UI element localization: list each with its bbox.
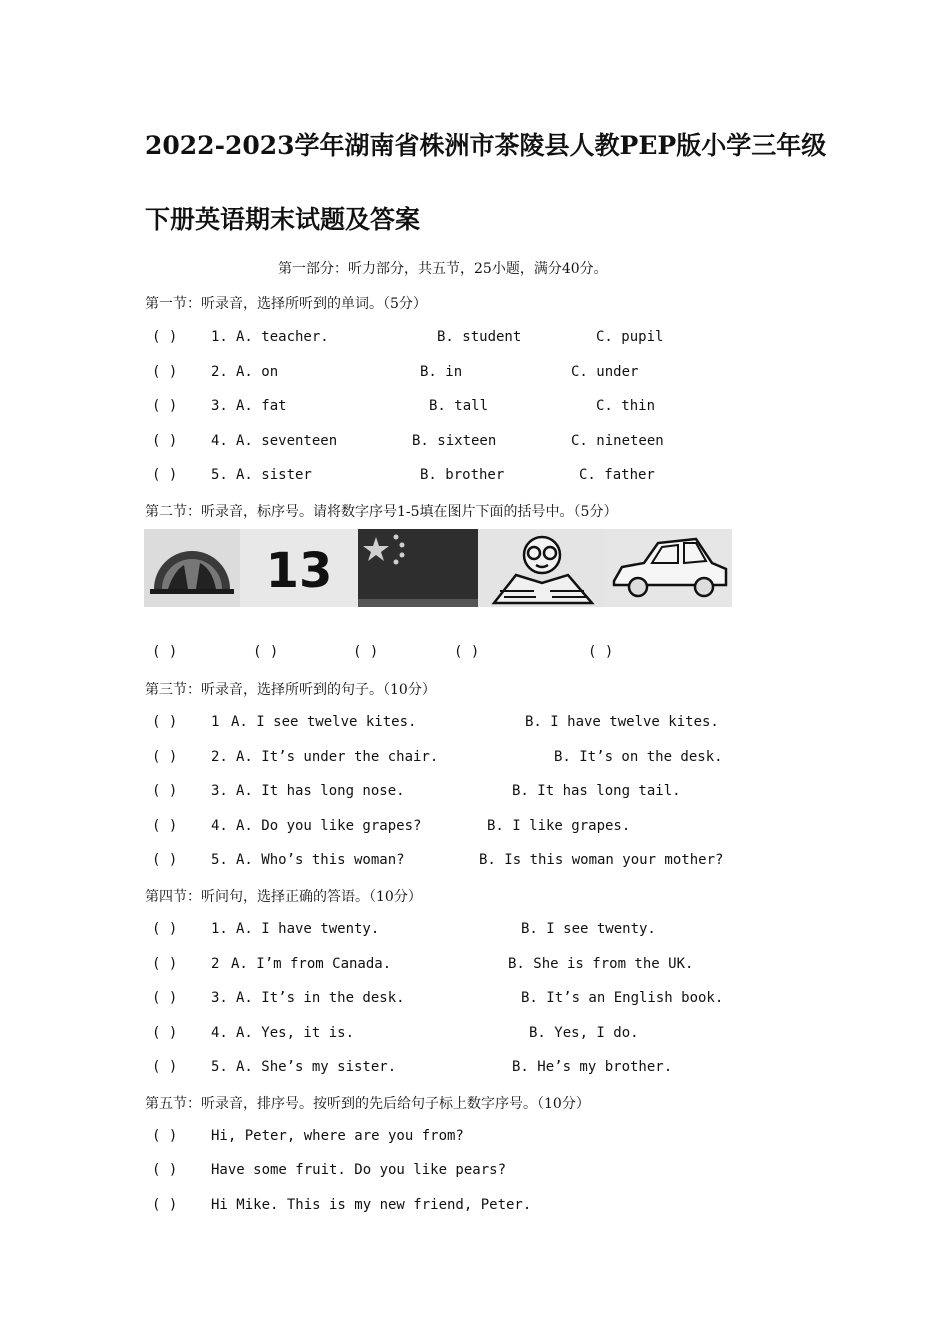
option-b: B. Is this woman your mother? — [479, 852, 724, 868]
picture-answer-blanks — [145, 644, 665, 664]
item-number: 3. — [211, 783, 228, 799]
answer-blank[interactable]: ( ) — [152, 1059, 178, 1075]
section5-item — [145, 1197, 785, 1217]
answer-blank[interactable]: ( ) — [152, 749, 178, 765]
item-number: 2. — [211, 749, 228, 765]
flag-picture — [358, 529, 478, 607]
section3-item — [145, 818, 785, 838]
option-c: C. thin — [596, 398, 656, 414]
answer-blank[interactable]: ( ) — [152, 644, 178, 660]
answer-blank[interactable]: ( ) — [353, 644, 379, 660]
option-a: A. I’m from Canada. — [231, 956, 392, 972]
answer-blank[interactable]: ( ) — [152, 364, 178, 380]
option-a: A. Yes, it is. — [236, 1025, 355, 1041]
man-reading-picture — [478, 529, 606, 607]
section5-item — [145, 1128, 785, 1148]
option-a: A. teacher. — [236, 329, 329, 345]
section4-item — [145, 956, 785, 976]
document-title-line1: 2022-2023学年湖南省株洲市茶陵县人教PEP版小学三年级 — [145, 131, 827, 160]
option-a: A. sister — [236, 467, 312, 483]
answer-blank[interactable]: ( ) — [454, 644, 480, 660]
item-number: 4. — [211, 1025, 228, 1041]
option-c: C. pupil — [596, 329, 664, 345]
option-b: B. student — [437, 329, 522, 345]
item-number: 1. — [211, 921, 228, 937]
section4-item — [145, 1059, 785, 1079]
item-number: 3. — [211, 990, 228, 1006]
option-a: A. Who’s this woman? — [236, 852, 405, 868]
answer-blank[interactable]: ( ) — [152, 990, 178, 1006]
section5-item — [145, 1162, 785, 1182]
answer-blank[interactable]: ( ) — [152, 956, 178, 972]
option-c: C. nineteen — [571, 433, 664, 449]
option-a: A. It’s in the desk. — [236, 990, 405, 1006]
option-a: A. Do you like grapes? — [236, 818, 422, 834]
answer-blank[interactable]: ( ) — [253, 644, 279, 660]
item-number: 2 — [211, 956, 220, 972]
option-b: B. It’s an English book. — [521, 990, 724, 1006]
section1-item — [145, 329, 785, 349]
picture-strip — [144, 529, 732, 607]
answer-blank[interactable]: ( ) — [152, 852, 178, 868]
watermelon-picture — [144, 529, 240, 607]
option-a: A. fat — [236, 398, 287, 414]
option-a: A. on — [236, 364, 279, 380]
picture-number-text: 13 — [265, 543, 333, 599]
option-a: A. seventeen — [236, 433, 338, 449]
section3-item — [145, 714, 785, 734]
option-c: C. father — [579, 467, 655, 483]
car-picture — [606, 529, 732, 607]
option-b: B. It has long tail. — [512, 783, 681, 799]
section5-heading: 第五节：听录音，排序号。按听到的先后给句子标上数字序号。（10分） — [145, 1096, 590, 1112]
answer-blank[interactable]: ( ) — [152, 329, 178, 345]
item-number: 3. — [211, 398, 228, 414]
number-picture — [240, 529, 358, 607]
option-b: B. I have twelve kites. — [525, 714, 719, 730]
option-a: A. I have twenty. — [236, 921, 380, 937]
section2-heading: 第二节：听录音，标序号。请将数字序号1-5填在图片下面的括号中。（5分） — [145, 504, 618, 520]
option-b: B. in — [420, 364, 463, 380]
answer-blank[interactable]: ( ) — [152, 1162, 178, 1178]
answer-blank[interactable]: ( ) — [152, 714, 178, 730]
section4-item — [145, 990, 785, 1010]
answer-blank[interactable]: ( ) — [152, 1025, 178, 1041]
answer-blank[interactable]: ( ) — [152, 433, 178, 449]
item-number: 5. — [211, 1059, 228, 1075]
section1-item — [145, 398, 785, 418]
section1-item — [145, 364, 785, 384]
option-b: B. sixteen — [412, 433, 497, 449]
item-number: 5. — [211, 467, 228, 483]
section4-item — [145, 921, 785, 941]
section1-item — [145, 433, 785, 453]
answer-blank[interactable]: ( ) — [152, 398, 178, 414]
item-number: 4. — [211, 433, 228, 449]
option-b: B. He’s my brother. — [512, 1059, 673, 1075]
option-a: A. She’s my sister. — [236, 1059, 397, 1075]
option-b: B. Yes, I do. — [529, 1025, 639, 1041]
answer-blank[interactable]: ( ) — [152, 818, 178, 834]
answer-blank[interactable]: ( ) — [152, 1197, 178, 1213]
item-number: 5. — [211, 852, 228, 868]
section3-item — [145, 783, 785, 803]
option-a: A. It has long nose. — [236, 783, 405, 799]
item-number: 1 — [211, 714, 220, 730]
section4-item — [145, 1025, 785, 1045]
item-number: 2. — [211, 364, 228, 380]
option-c: C. under — [571, 364, 639, 380]
section3-heading: 第三节：听录音，选择所听到的句子。（10分） — [145, 682, 436, 698]
answer-blank[interactable]: ( ) — [152, 467, 178, 483]
section1-item — [145, 467, 785, 487]
section3-item — [145, 852, 785, 872]
option-b: B. brother — [420, 467, 505, 483]
option-b: B. tall — [429, 398, 489, 414]
section3-item — [145, 749, 785, 769]
answer-blank[interactable]: ( ) — [152, 1128, 178, 1144]
answer-blank[interactable]: ( ) — [152, 921, 178, 937]
sentence-text: Hi, Peter, where are you from? — [211, 1128, 464, 1144]
option-a: A. It’s under the chair. — [236, 749, 439, 765]
option-b: B. She is from the UK. — [508, 956, 694, 972]
item-number: 4. — [211, 818, 228, 834]
item-number: 1. — [211, 329, 228, 345]
option-b: B. It’s on the desk. — [554, 749, 723, 765]
sentence-text: Hi Mike. This is my new friend, Peter. — [211, 1197, 532, 1213]
answer-blank[interactable]: ( ) — [152, 783, 178, 799]
option-b: B. I like grapes. — [487, 818, 631, 834]
section1-heading: 第一节：听录音，选择所听到的单词。（5分） — [145, 296, 427, 312]
document-title-line2: 下册英语期末试题及答案 — [145, 205, 421, 234]
option-b: B. I see twenty. — [521, 921, 656, 937]
option-a: A. I see twelve kites. — [231, 714, 417, 730]
section4-heading: 第四节：听问句，选择正确的答语。（10分） — [145, 889, 422, 905]
answer-blank[interactable]: ( ) — [588, 644, 614, 660]
part-intro: 第一部分：听力部分，共五节，25小题，满分40分。 — [278, 261, 608, 277]
sentence-text: Have some fruit. Do you like pears? — [211, 1162, 507, 1178]
